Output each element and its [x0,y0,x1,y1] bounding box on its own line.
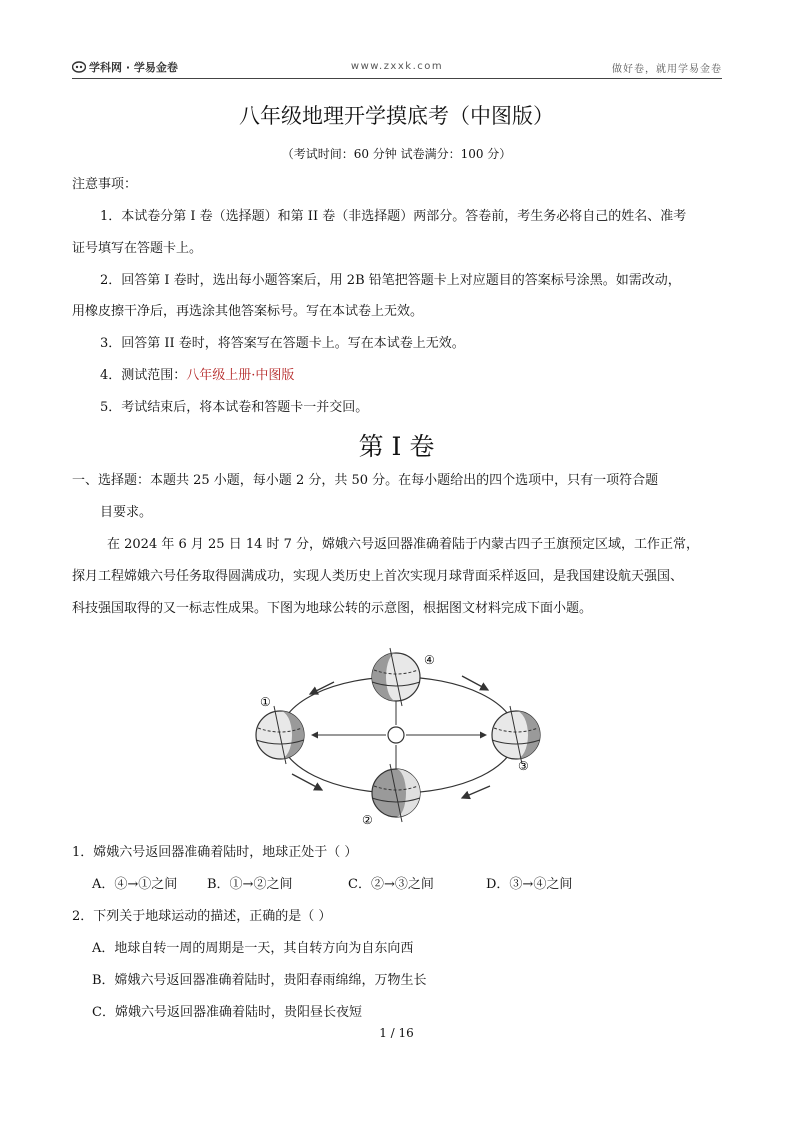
page-header [72,56,722,79]
notice-heading: 注意事项： [72,177,138,192]
notice-item-1-line-2: 证号填写在答题卡上。 [72,241,203,256]
q1-option-b: B．①→②之间 [207,877,293,892]
orbit-arrow-4-1 [310,682,334,694]
notice-item-5: 5．考试结束后，将本试卷和答题卡一并交回。 [100,400,369,415]
q1-option-c: C．②→③之间 [348,877,434,892]
earth-position-3 [492,706,540,764]
q1-option-a: A．④→①之间 [92,877,178,892]
header-slogan: 做好卷，就用学易金卷 [612,64,722,75]
site-url: www.zxxk.com [350,61,444,72]
part1-instruction-line-1: 一、选择题：本题共 25 小题，每小题 2 分，共 50 分。在每小题给出的四个选项中，只有一项符合题 [72,473,659,488]
label-1: ① [260,695,271,709]
passage-line-3: 科技强国取得的又一标志性成果。下图为地球公转的示意图，根据图文材料完成下面小题。 [72,601,593,616]
q2-option-b: B．嫦娥六号返回器准确着陆时，贵阳春雨绵绵，万物生长 [92,973,427,988]
label-3: ③ [518,759,529,773]
q2-option-c: C．嫦娥六号返回器准确着陆时，贵阳昼长夜短 [92,1005,362,1020]
orbit-arrow-3-2 [462,786,490,798]
earth-position-1 [256,706,304,764]
section-title: 第 I 卷 [358,432,435,461]
logo-text: 学科网 · 学易金卷 [89,61,178,74]
notice-item-4-prefix: 4．测试范围： [100,368,187,383]
q2-stem: 2．下列关于地球运动的描述，正确的是（ ） [72,909,332,924]
test-scope: 八年级上册·中图版 [186,368,295,383]
notice-item-2-line-1: 2．回答第 I 卷时，选出每小题答案后，用 2B 铅笔把答题卡上对应题目的答案标号涂黑。如需改动， [100,273,681,288]
earth-position-2 [372,764,420,822]
q1-stem: 1．嫦娥六号返回器准确着陆时，地球正处于（ ） [72,845,358,860]
passage-line-2: 探月工程嫦娥六号任务取得圆满成功，实现人类历史上首次实现月球背面采样返回，是我国建设航天强国、 [72,569,684,584]
notice-item-2-line-2: 用橡皮擦干净后，再选涂其他答案标号。写在本试卷上无效。 [72,304,424,319]
earth-revolution-diagram [250,640,560,830]
notice-item-3: 3．回答第 II 卷时，将答案写在答题卡上。写在本试卷上无效。 [100,336,465,351]
notice-item-1-line-1: 1．本试卷分第 I 卷（选择题）和第 II 卷（非选择题）两部分。答卷前，考生务必将自己的姓名、准考 [100,209,687,224]
label-2: ② [362,813,373,827]
part1-instruction-line-2: 目要求。 [100,505,153,520]
sun-icon [383,722,409,748]
notice-item-4 [100,368,294,384]
page-title: 八年级地理开学摸底考（中图版） [239,104,554,128]
q2-option-a: A．地球自转一周的周期是一天，其自转方向为自东向西 [92,941,414,956]
passage-line-1: 在 2024 年 6 月 25 日 14 时 7 分，嫦娥六号返回器准确着陆于内蒙古四子王旗预定区域，工作正常， [107,537,700,552]
earth-position-4 [372,648,420,706]
label-4: ④ [424,653,435,667]
page-number: 1 / 16 [379,1026,414,1040]
exam-info: （考试时间：60 分钟 试卷满分：100 分） [281,147,512,161]
orbit-arrow-1-2 [292,774,322,790]
q1-option-d: D．③→④之间 [486,877,573,892]
